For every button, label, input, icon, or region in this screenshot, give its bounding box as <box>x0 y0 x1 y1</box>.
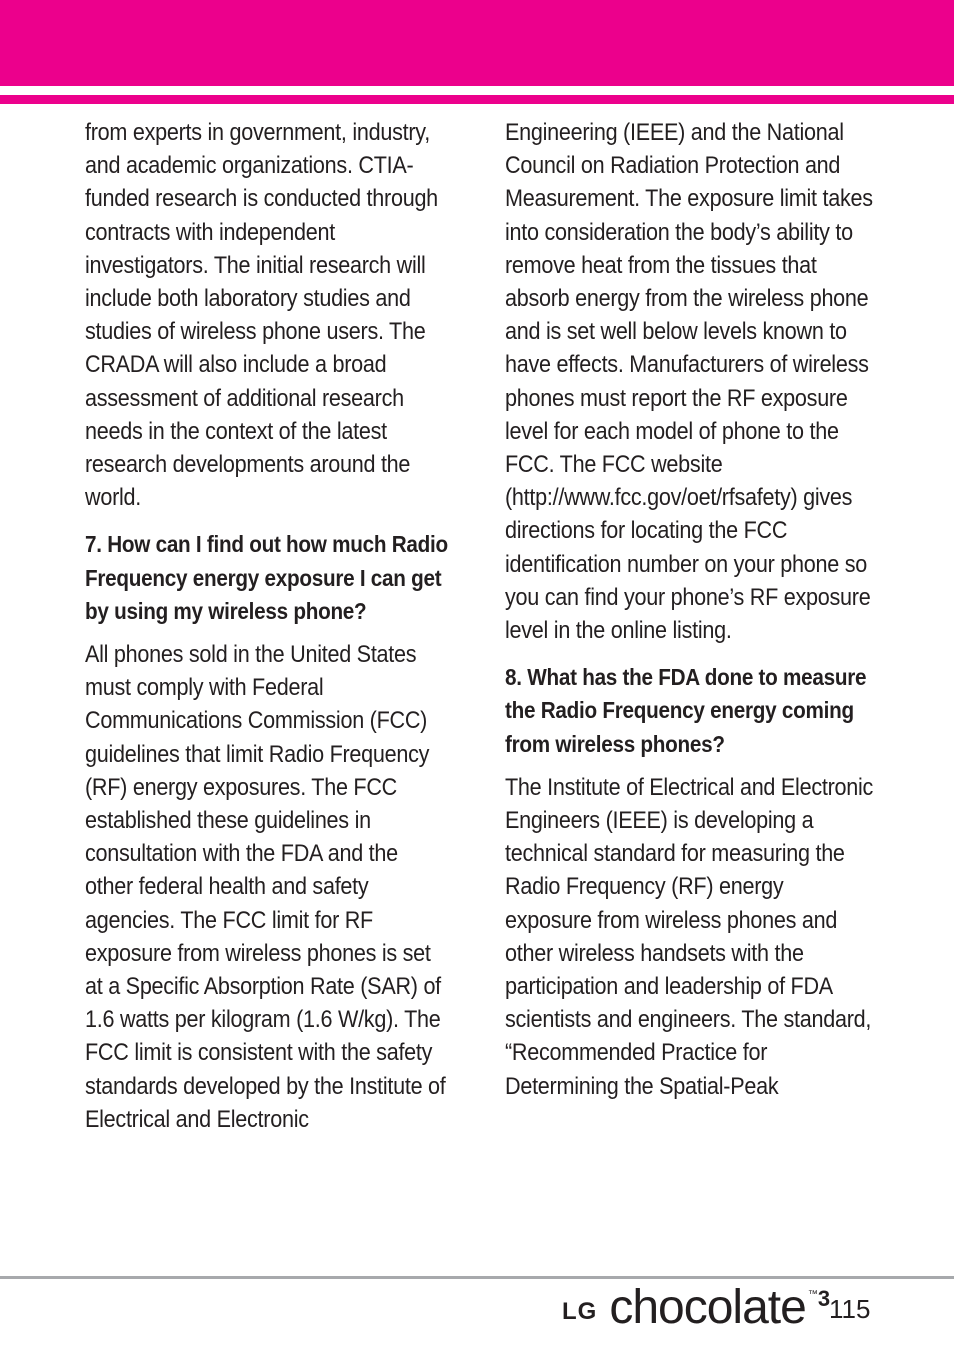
logo-brand: LG <box>562 1298 598 1325</box>
body-paragraph: Engineering (IEEE) and the National Council on Radiation Protection and Measurement. The exposure limit takes into consideration the body’s ability to remove heat from the tissues that absorb energy from the wireless phone and is set well below levels known to have effects. Manufacturers of wireless phones must report the RF exposure level for each model of phone to the FCC. The FCC website (http://www.fcc.gov/oet/rfsafety) gives directions for locating the FCC identification number on your phone so you can find your phone’s RF exposure level in the online listing. <box>505 119 873 645</box>
right-column <box>505 116 875 1117</box>
header-accent-line <box>0 95 954 104</box>
page-number: 115 <box>829 1294 871 1324</box>
footer-divider <box>0 1276 954 1279</box>
brand-logo <box>562 1281 831 1334</box>
logo-version: 3 <box>817 1286 831 1311</box>
left-column <box>85 116 450 1150</box>
body-paragraph: All phones sold in the United States must comply with Federal Communications Commission (FCC) guidelines that limit Radio Frequency (RF) energy exposures. The FCC established these guidelines in consultation with the FDA and the other federal health and safety agencies. The FCC limit for RF exposure from wireless phones is set at a Specific Absorption Rate (SAR) of 1.6 watts per kilogram (1.6 W/kg). The FCC limit is consistent with the safety standards developed by the Institute of Electrical and Electronic <box>85 641 446 1133</box>
logo-trademark: ™ <box>807 1289 818 1300</box>
section-heading: 7. How can I find out how much Radio Frequency energy exposure I can get by using my wireless phone? <box>85 531 448 624</box>
logo-product-name: chocolate <box>609 1281 806 1334</box>
body-paragraph: from experts in government, industry, and academic organizations. CTIA-funded research is conducted through contracts with independent investigators. The initial research will include both laboratory studies and studies of wireless phone users. The CRADA will also include a broad assessment of additional research needs in the context of the latest research developments around the world. <box>85 119 438 512</box>
body-paragraph: The Institute of Electrical and Electronic Engineers (IEEE) is developing a technical standard for measuring the Radio Frequency (RF) energy exposure from wireless phones and other wireless handsets with the participation and leadership of FDA scientists and engineers. The standard, “Recommended Practice for Determining the Spatial-Peak <box>505 773 874 1100</box>
section-heading: 8. What has the FDA done to measure the Radio Frequency energy coming from wireless phones? <box>505 664 867 757</box>
header-band <box>0 0 954 86</box>
